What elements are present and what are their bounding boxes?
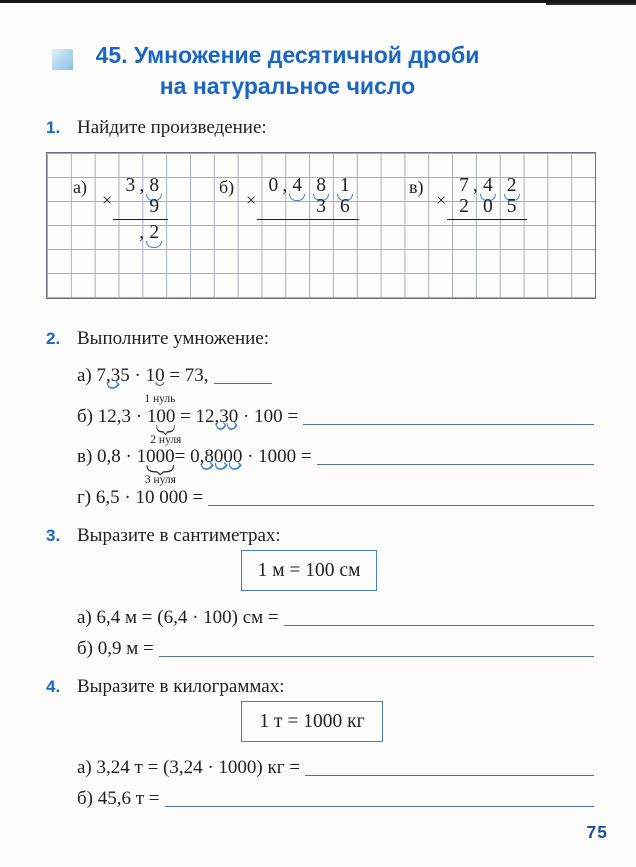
- expression-segment: г) 6,5 · 10 000 =: [77, 487, 204, 508]
- zeros-count-note: 2 нуля: [150, 434, 182, 446]
- zeros-count-note: 1 нуль: [144, 393, 176, 405]
- grid-digit: 3: [316, 196, 326, 217]
- exercise-3-number: 3.: [46, 526, 61, 545]
- unit-rule-box-tonnes: [241, 701, 383, 742]
- problem-v-factor2: [452, 197, 523, 217]
- ex3-item-a-expression: а) 6,4 м = (6,4 · 100) см =: [77, 607, 279, 628]
- ex4-item-a: [77, 756, 594, 780]
- exercise-1-text: Найдите произведение:: [77, 117, 267, 138]
- grid-digit: 8: [309, 176, 333, 196]
- unit-rule-box-meters: [241, 550, 377, 591]
- zeros-count-note: 3 нуля: [144, 474, 176, 486]
- section-title-line1: 45. Умножение десятичной дроби: [95, 42, 480, 68]
- ex4-item-a-answer-blank: [305, 775, 594, 776]
- ex4-item-b-expression: б) 45,6 т =: [77, 788, 160, 809]
- exercise-4-number: 4.: [46, 677, 61, 696]
- problem-a-multiply-icon: ×: [102, 190, 113, 210]
- ex2-item-g-answer-blank: [208, 505, 594, 506]
- ex2-item-a: [77, 364, 594, 405]
- unit-rule-meters: 1 м = 100 см: [257, 559, 361, 581]
- expression-segment: 0 1 нуль: [144, 365, 176, 405]
- grid-digit: 2: [142, 223, 166, 243]
- expression-segment: = 73,: [164, 365, 209, 386]
- expression-segment: ,3: [106, 364, 120, 388]
- problem-v-multiply-icon: ×: [436, 190, 447, 210]
- decimal-shift-arcs: [200, 462, 243, 472]
- exercise-4-text: Выразите в килограммах:: [77, 676, 285, 697]
- exercise-1-header: [46, 116, 267, 140]
- grid-digit: 2: [459, 196, 469, 217]
- problem-a-factor2: [142, 197, 166, 217]
- expression-segment: = 12: [175, 406, 215, 427]
- page-number: 75: [586, 822, 608, 842]
- problem-a-partial-answer: , 2: [142, 223, 166, 243]
- expression-segment: 00 2 нуля: [150, 406, 182, 446]
- section-title: [75, 40, 500, 102]
- ex2-item-b-expression: [77, 405, 299, 446]
- decimal-shift-arc-icon: [215, 422, 227, 432]
- exercise-3-header: [46, 524, 281, 548]
- grid-digit: 6: [340, 196, 350, 217]
- grid-digit: 5: [506, 196, 517, 217]
- problem-b-label: б): [219, 177, 235, 197]
- problem-a-label: а): [73, 177, 87, 197]
- problem-v-result-line: [447, 219, 527, 220]
- zero-cup: [155, 381, 165, 391]
- ex3-item-b-expression: б) 0,9 м =: [77, 638, 154, 659]
- grid-digit: 3: [125, 175, 136, 196]
- expression-segment: 5 · 1: [120, 365, 156, 386]
- ex2-item-v-answer-blank: [317, 464, 594, 465]
- ex2-item-b: [77, 405, 594, 446]
- ex2-item-v: [77, 445, 594, 486]
- ex2-item-g-expression: [77, 486, 203, 510]
- squared-paper-grid: [46, 152, 596, 299]
- exercise-3-text: Выразите в сантиметрах:: [77, 525, 281, 546]
- ex4-item-a-expression: а) 3,24 т = (3,24 · 1000) кг =: [77, 757, 300, 778]
- scan-top-edge: [0, 0, 636, 3]
- scan-top-edge-right: [546, 3, 636, 5]
- ex4-item-b-answer-blank: [165, 806, 594, 807]
- expression-segment: = 0: [174, 446, 200, 467]
- ex2-item-v-expression: [77, 445, 312, 486]
- expression-segment: ,8000: [200, 445, 243, 469]
- grid-digit: 9: [149, 196, 160, 217]
- expression-segment: · 1000 =: [242, 446, 312, 467]
- expression-segment: в) 0,8 · 1: [77, 446, 147, 467]
- problem-a-result-line: [113, 219, 168, 220]
- expression-segment: б) 12,3 · 1: [77, 406, 157, 427]
- ex2-item-a-answer-blank: [214, 383, 272, 384]
- decimal-shift-arcs: [106, 381, 120, 391]
- expression-segment: · 100 =: [238, 406, 299, 427]
- decimal-shift-arc-icon: [226, 422, 238, 432]
- problem-b-multiply-icon: ×: [246, 190, 257, 210]
- section-marker-square: [52, 49, 73, 70]
- decimal-shift-arc-icon: [214, 462, 228, 472]
- grid-digit: 4: [285, 176, 309, 196]
- exercise-2-number: 2.: [46, 329, 61, 348]
- exercise-2-header: [46, 327, 269, 351]
- decimal-shift-arc-icon: [200, 462, 214, 472]
- ex4-item-b: [77, 787, 594, 811]
- grid-digit: 1: [333, 176, 357, 196]
- section-title-line2: на натуральное число: [159, 73, 416, 99]
- ex3-item-a: [77, 606, 594, 630]
- grid-digit: 8: [142, 176, 166, 196]
- decimal-shift-arc-icon: [228, 462, 242, 472]
- grid-digit: 2: [500, 176, 524, 196]
- grid-digit: 7: [459, 175, 469, 196]
- ex3-item-b: [77, 637, 594, 661]
- ex2-item-g: [77, 486, 594, 510]
- ex2-item-a-expression: [77, 364, 209, 405]
- expression-segment: 000 3 нуля: [144, 446, 176, 486]
- problem-v-factor1: 7 , 4 2: [452, 176, 523, 196]
- ex3-item-a-answer-blank: [284, 625, 594, 626]
- ex3-item-b-answer-blank: [159, 656, 594, 657]
- ex2-item-b-answer-blank: [303, 424, 594, 425]
- problem-v-label: в): [409, 177, 424, 197]
- grid-digit: 4: [476, 176, 500, 196]
- decimal-shift-arc-icon: [106, 381, 120, 391]
- exercise-2-text: Выполните умножение:: [77, 328, 269, 349]
- problem-b-result-line: [257, 219, 359, 220]
- exercise-4-header: [46, 675, 285, 699]
- expression-segment: ,30: [215, 405, 239, 429]
- problem-b-factor1: 0 , 4 8 1: [262, 176, 357, 196]
- problem-a-factor1: 3 , 8: [119, 176, 167, 196]
- grid-digit: 0: [268, 175, 279, 196]
- expression-segment: а) 7: [77, 365, 107, 386]
- grid-digit: 0: [482, 196, 493, 217]
- problem-b-factor2: [309, 197, 357, 217]
- exercise-1-number: 1.: [46, 118, 61, 137]
- unit-rule-tonnes: 1 т = 1000 кг: [259, 710, 365, 732]
- decimal-shift-arcs: [215, 422, 239, 432]
- zero-cup-icon: [155, 381, 165, 388]
